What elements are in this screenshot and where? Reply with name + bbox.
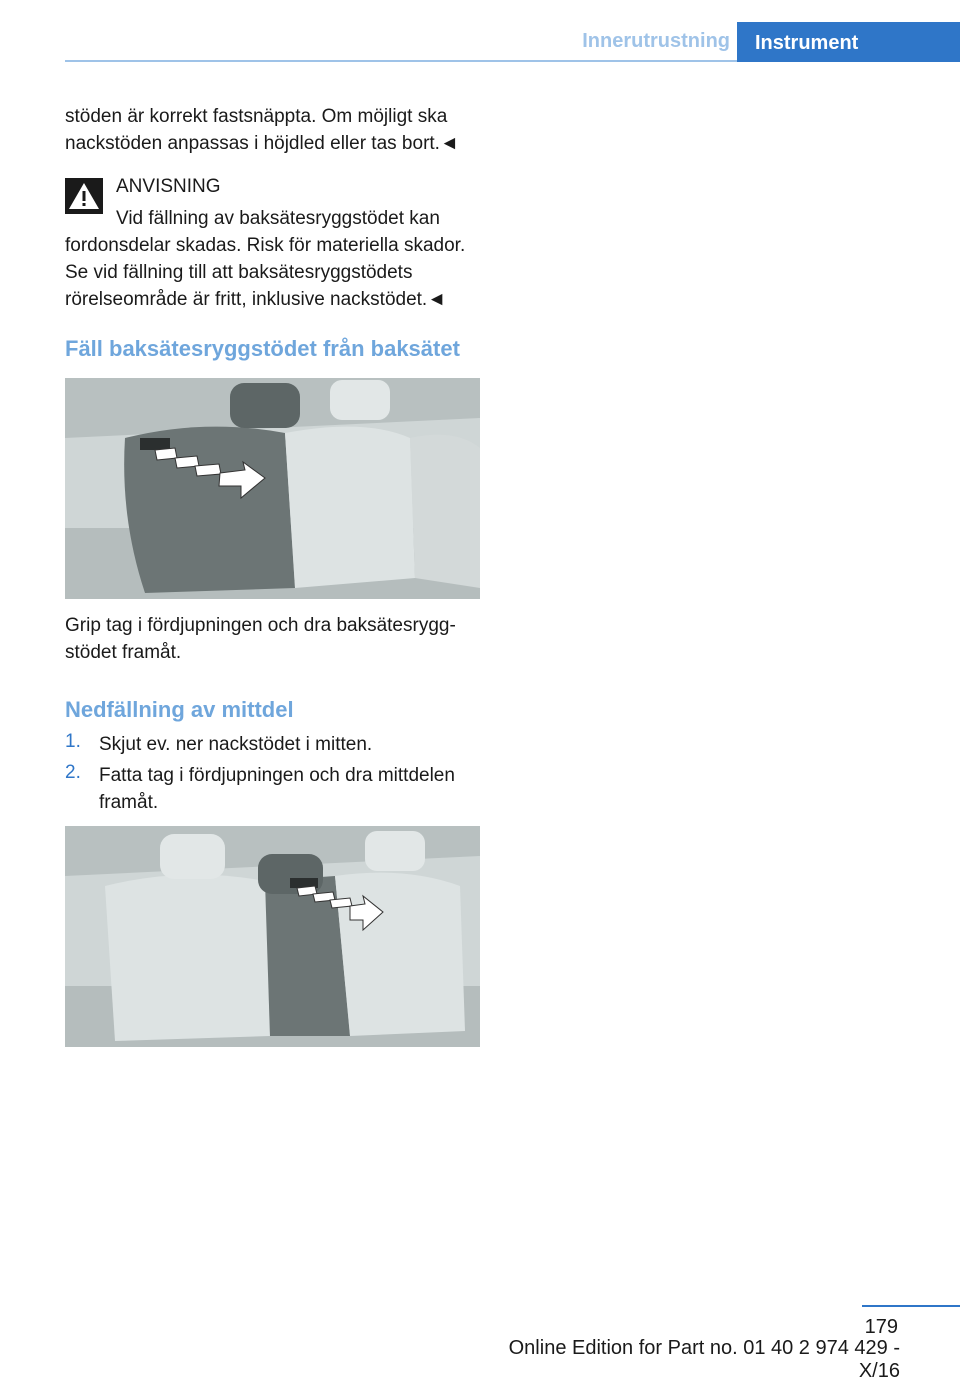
step-2-number: 2. <box>65 762 81 783</box>
footer-rule <box>862 1305 960 1307</box>
section-heading-fold-backrest: Fäll baksätesryggstödet från baksätet <box>65 336 460 361</box>
section-heading-center-section: Nedfällning av mittdel <box>65 697 294 722</box>
footer-edition: Online Edition for Part no. 01 40 2 974 429 - X/16 <box>508 1337 900 1382</box>
header-chapter-tab[interactable]: Instrument <box>737 22 960 62</box>
photo-rear-seat-fold <box>65 378 480 599</box>
warning-icon <box>65 178 103 214</box>
step-1-text: Skjut ev. ner nackstödet i mitten. <box>99 734 373 755</box>
warning-line-1: Vid fällning av baksätesryggstödet kan <box>116 208 440 229</box>
warning-text: fordonsdelar skadas. Risk för materiella skador. Se vid fällning till att baksätesryggstödets rörelseområde är fritt, inklusive nackstödet.◄ <box>65 235 466 310</box>
warning-title: ANVISNING <box>116 176 221 197</box>
page-number: 179 <box>864 1316 898 1338</box>
step-1-number: 1. <box>65 731 81 752</box>
step-2-text: Fatta tag i fördjupningen och dra mittdelen framåt. <box>99 765 455 813</box>
caption-fold-backrest: Grip tag i fördjupningen och dra baksätesryggstödet framåt. <box>65 615 456 663</box>
photo-center-section-fold <box>65 826 480 1047</box>
intro-text: stöden är korrekt fastsnäppta. Om möjligt ska nackstöden anpassas i höjdled eller tas bort.◄ <box>65 106 459 154</box>
header-section-tab[interactable]: Innerutrustning <box>582 30 730 52</box>
